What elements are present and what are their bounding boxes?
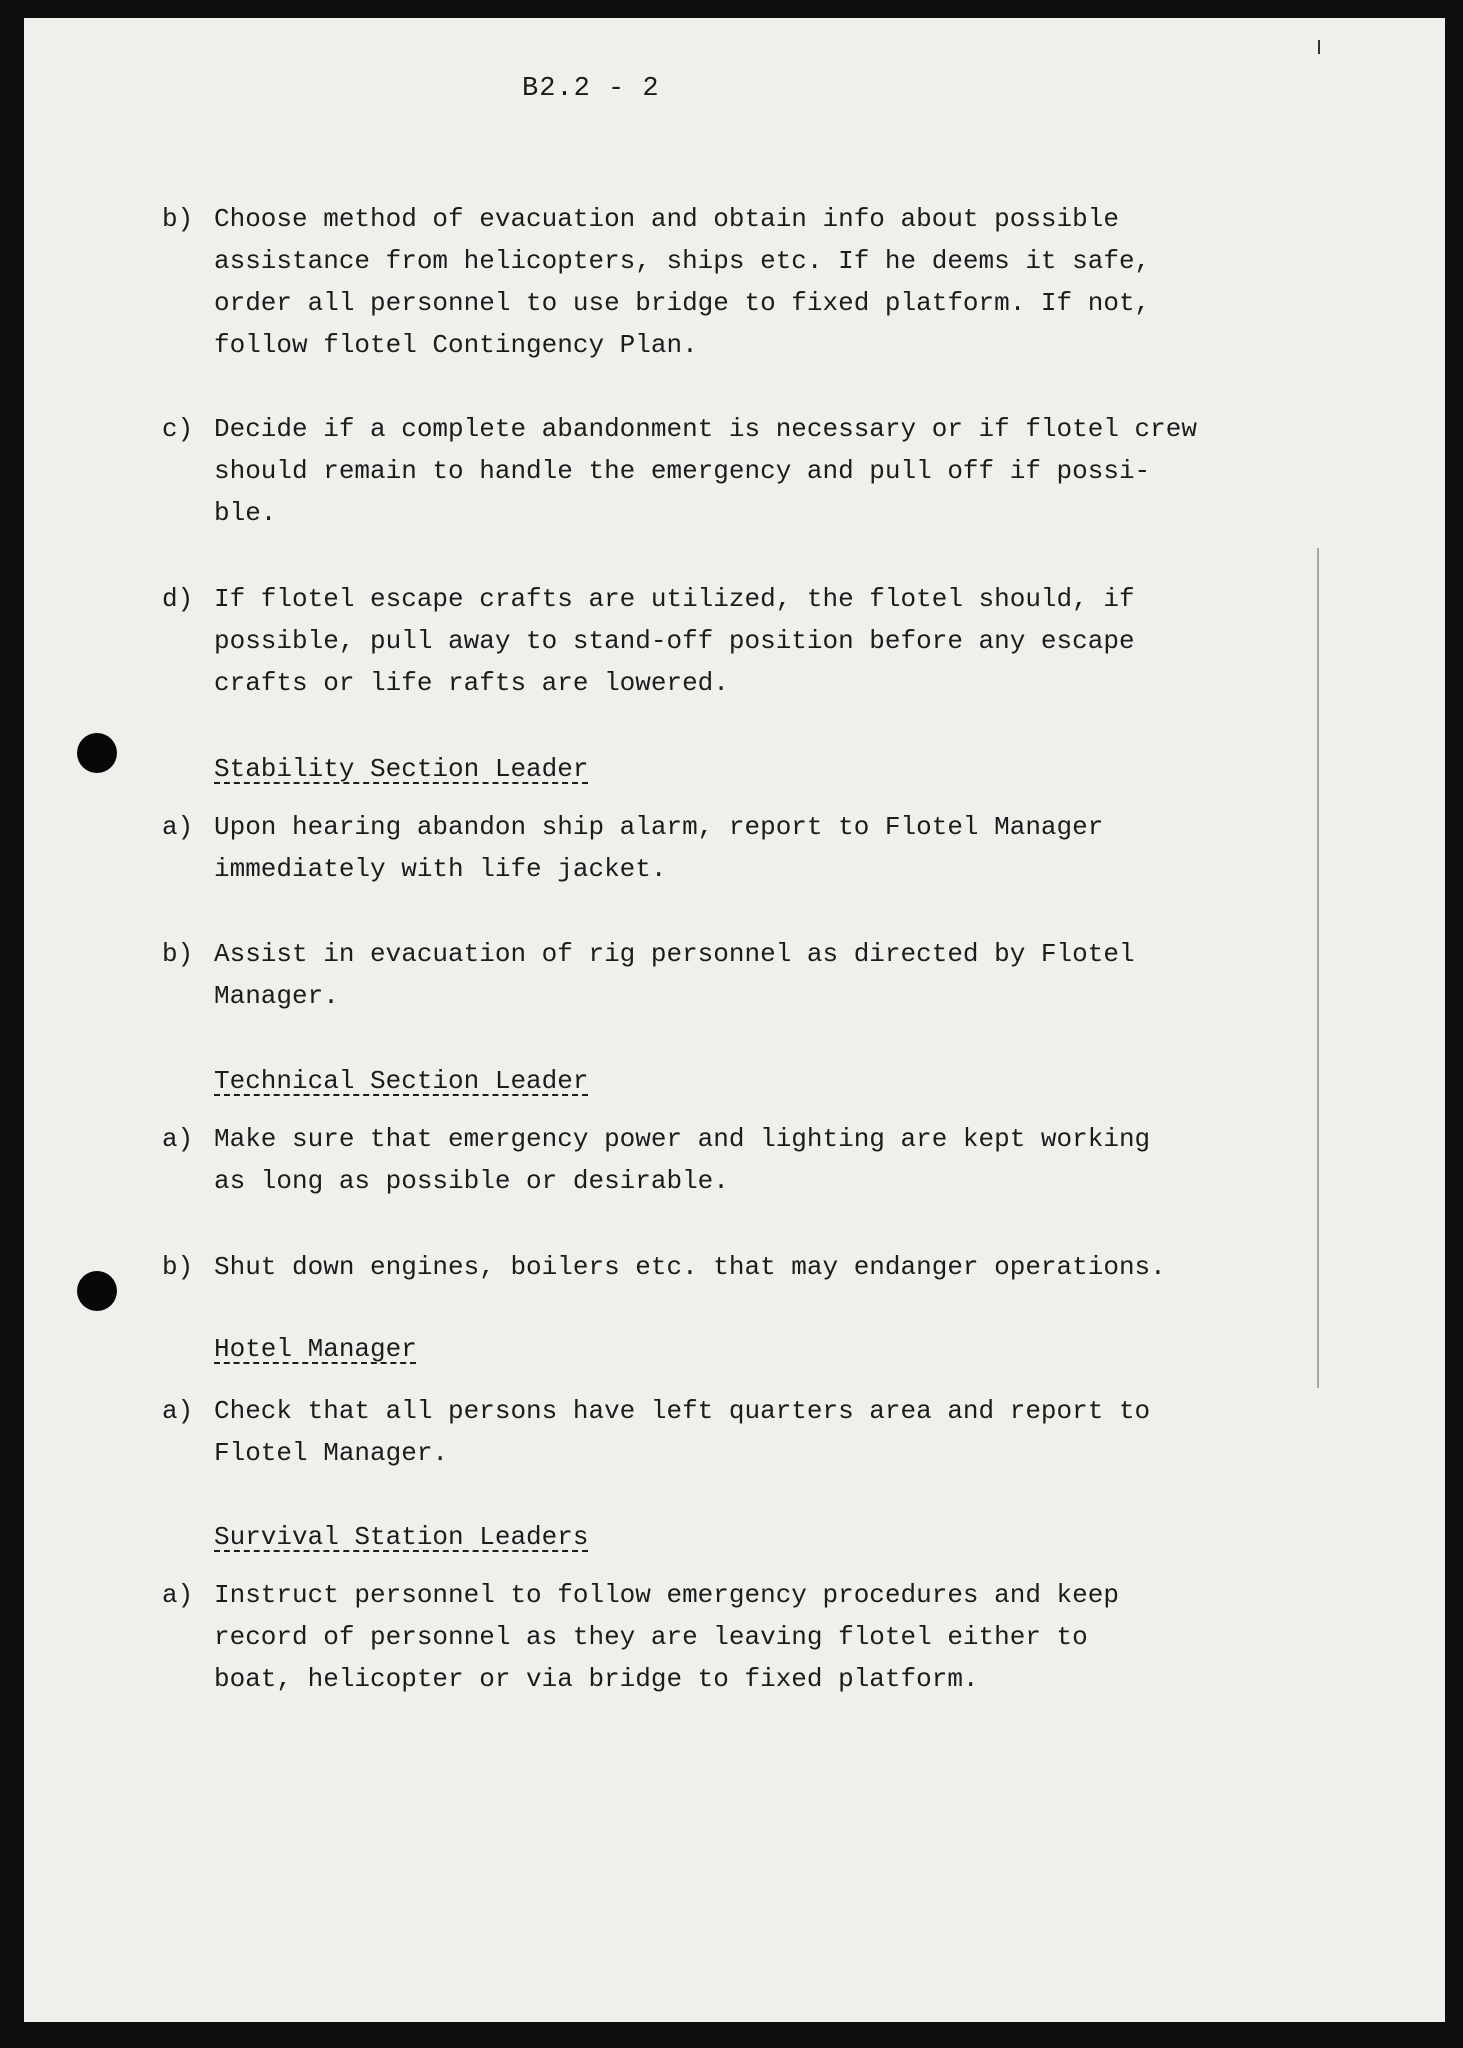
section-heading: Stability Section Leader — [214, 754, 589, 784]
section-heading: Technical Section Leader — [214, 1066, 589, 1096]
section-heading: Hotel Manager — [214, 1334, 417, 1364]
item-marker: d) — [162, 584, 194, 614]
list-item — [162, 806, 1342, 890]
margin-mark — [1318, 40, 1320, 54]
list-item — [162, 933, 1342, 1017]
item-text: Upon hearing abandon ship alarm, report to Flotel Manager immediately with life jacket. — [214, 812, 1104, 884]
item-text: Check that all persons have left quarters area and report to Flotel Manager. — [214, 1396, 1151, 1468]
item-marker: c) — [162, 414, 194, 444]
list-item — [162, 1246, 1342, 1288]
list-item — [162, 198, 1342, 366]
list-item — [162, 1574, 1342, 1700]
item-marker: b) — [162, 204, 194, 234]
item-text: Shut down engines, boilers etc. that may endanger operations. — [214, 1252, 1166, 1282]
section-heading: Survival Station Leaders — [214, 1522, 589, 1552]
punch-hole-top — [77, 733, 117, 773]
punch-hole-bottom — [77, 1271, 117, 1311]
list-item — [162, 578, 1342, 704]
item-text: If flotel escape crafts are utilized, the flotel should, if possible, pull away to stand-off position before any escape crafts or life rafts are lowered. — [214, 584, 1135, 698]
document-page — [24, 18, 1445, 2022]
item-marker: a) — [162, 1124, 194, 1154]
list-item — [162, 408, 1342, 534]
list-item — [162, 1118, 1342, 1202]
item-marker: b) — [162, 1252, 194, 1282]
list-item — [162, 1390, 1342, 1474]
page-number: B2.2 - 2 — [522, 74, 660, 104]
item-marker: a) — [162, 1396, 194, 1426]
item-text: Choose method of evacuation and obtain info about possible assistance from helicopters, ships etc. If he deems it safe, order all personnel to use bridge to fixed platform. If not, follow flotel Contingency Plan. — [214, 204, 1151, 360]
item-text: Decide if a complete abandonment is necessary or if flotel crew should remain to handle the emergency and pull off if possi- ble. — [214, 414, 1197, 528]
item-marker: a) — [162, 812, 194, 842]
item-text: Make sure that emergency power and lighting are kept working as long as possible or desirable. — [214, 1124, 1151, 1196]
item-marker: b) — [162, 939, 194, 969]
item-marker: a) — [162, 1580, 194, 1610]
item-text: Assist in evacuation of rig personnel as directed by Flotel Manager. — [214, 939, 1135, 1011]
item-text: Instruct personnel to follow emergency procedures and keep record of personnel as they are leaving flotel either to boat, helicopter or via bridge to fixed platform. — [214, 1580, 1119, 1694]
